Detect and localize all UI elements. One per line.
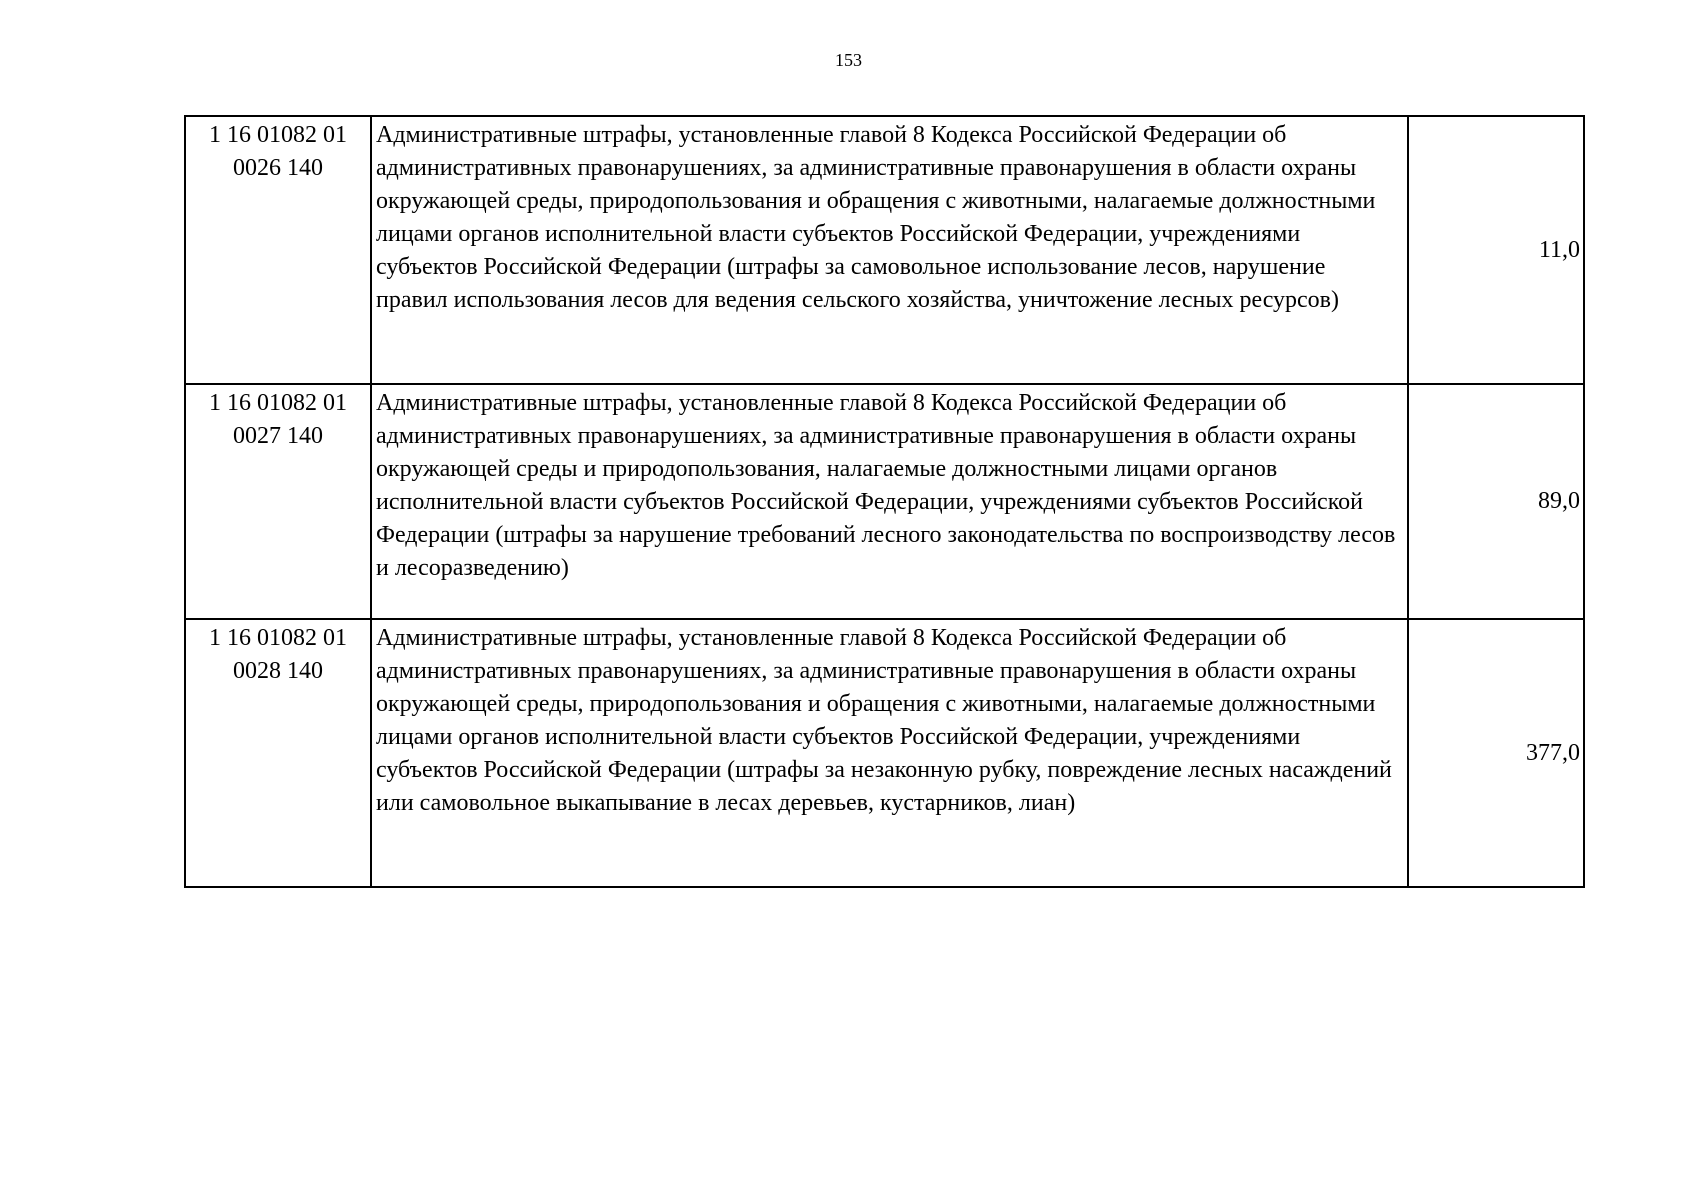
budget-code-cell: 1 16 01082 01 0026 140 bbox=[185, 116, 371, 384]
page-number: 153 bbox=[835, 50, 862, 70]
amount-cell: 89,0 bbox=[1408, 384, 1584, 619]
amount-cell: 377,0 bbox=[1408, 619, 1584, 887]
revenue-table bbox=[184, 115, 1585, 888]
description-cell: Административные штрафы, установленные главой 8 Кодекса Российской Федерации об административных правонарушениях, за административные правонарушения в области охраны окружающей среды, природопользования и обращения с животными, налагаемые должностными лицами органов исполнительной власти субъектов Российской Федерации, учреждениями субъектов Российской Федерации (штрафы за незаконную рубку, повреждение лесных насаждений или самовольное выкапывание в лесах деревьев, кустарников, лиан) bbox=[371, 619, 1408, 887]
description-cell: Административные штрафы, установленные главой 8 Кодекса Российской Федерации об административных правонарушениях, за административные правонарушения в области охраны окружающей среды, природопользования и обращения с животными, налагаемые должностными лицами органов исполнительной власти субъектов Российской Федерации, учреждениями субъектов Российской Федерации (штрафы за самовольное использование лесов, нарушение правил использования лесов для ведения сельского хозяйства, уничтожение лесных ресурсов) bbox=[371, 116, 1408, 384]
amount-cell: 11,0 bbox=[1408, 116, 1584, 384]
table-row bbox=[185, 619, 1584, 887]
budget-code-cell: 1 16 01082 01 0027 140 bbox=[185, 384, 371, 619]
description-cell: Административные штрафы, установленные главой 8 Кодекса Российской Федерации об административных правонарушениях, за административные правонарушения в области охраны окружающей среды и природопользования, налагаемые должностными лицами органов исполнительной власти субъектов Российской Федерации, учреждениями субъектов Российской Федерации (штрафы за нарушение требований лесного законодательства по воспроизводству лесов и лесоразведению) bbox=[371, 384, 1408, 619]
table-row bbox=[185, 116, 1584, 384]
table-row bbox=[185, 384, 1584, 619]
budget-code-cell: 1 16 01082 01 0028 140 bbox=[185, 619, 371, 887]
